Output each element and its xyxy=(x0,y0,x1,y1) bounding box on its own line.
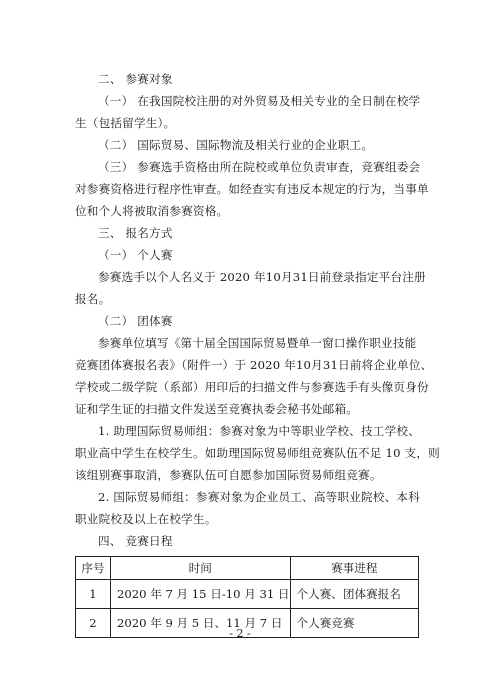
header-cell-number: 序号 xyxy=(76,557,111,580)
paragraph-line: 竞赛团体赛报名表》（附件一）于 2020 年10月31日前将企业单位、 xyxy=(75,358,433,372)
paragraph-line: 参赛单位填写《第十届全国国际贸易暨单一窗口操作职业技能 xyxy=(98,336,417,350)
row-event: 个人赛竞赛 xyxy=(290,609,418,638)
subheading-team: （二） 团体赛 xyxy=(98,314,173,328)
paragraph-line: 证和学生证的扫描文件发送至竞赛执委会秘书处邮箱。 xyxy=(75,402,359,416)
paragraph-line: 位和个人将被取消参赛资格。 xyxy=(75,204,229,218)
heading-registration: 三、 报名方式 xyxy=(98,226,173,240)
row-time: 2020 年 7 月 15 日-10 月 31 日 xyxy=(111,580,291,609)
table-header-row xyxy=(76,557,419,580)
table-row xyxy=(76,580,419,609)
row-number: 1 xyxy=(76,580,111,609)
page-number: - 2 - xyxy=(229,627,251,640)
paragraph-line: 生（包括留学生）。 xyxy=(75,116,176,130)
heading-schedule: 四、 竞赛日程 xyxy=(98,534,173,548)
table-row xyxy=(76,609,419,638)
row-number: 2 xyxy=(76,609,111,638)
row-time: 2020 年 9 月 5 日、11 月 7 日 xyxy=(111,609,291,638)
heading-participants: 二、 参赛对象 xyxy=(98,72,173,86)
paragraph-line: 报名。 xyxy=(75,292,111,306)
paragraph-line: 1. 助理国际贸易师组：参赛对象为中等职业学校、技工学校、 xyxy=(98,424,420,438)
row-event: 个人赛、团体赛报名 xyxy=(290,580,418,609)
paragraph-line: 职业高中学生在校学生。如助理国际贸易师组竞赛队伍不足 10 支，则 xyxy=(75,446,440,460)
paragraph-line: 该组别赛事取消，参赛队伍可自愿参加国际贸易师组竞赛。 xyxy=(75,468,382,482)
paragraph-line: 参赛选手以个人名义于 2020 年10月31日前登录指定平台注册 xyxy=(98,270,426,284)
paragraph-line: 学校或二级学院（系部）用印后的扫描文件与参赛选手有头像页身份 xyxy=(75,380,429,394)
paragraph-line: 2. 国际贸易师组：参赛对象为企业员工、高等职业院校、本科 xyxy=(98,490,420,504)
subheading-individual: （一） 个人赛 xyxy=(98,248,173,262)
header-cell-event: 赛事进程 xyxy=(290,557,418,580)
schedule-table xyxy=(75,556,419,638)
header-cell-time: 时间 xyxy=(111,557,291,580)
paragraph-line: 对参赛资格进行程序性审查。如经查实有违反本规定的行为，当事单 xyxy=(75,182,429,196)
paragraph-line: （一） 在我国院校注册的对外贸易及相关专业的全日制在校学 xyxy=(98,94,421,108)
paragraph-line: （二） 国际贸易、国际物流及相关行业的企业职工。 xyxy=(98,138,374,152)
paragraph-line: （三） 参赛选手资格由所在院校或单位负责审查，竞赛组委会 xyxy=(98,160,421,174)
paragraph-line: 职业院校及以上在校学生。 xyxy=(75,512,217,526)
